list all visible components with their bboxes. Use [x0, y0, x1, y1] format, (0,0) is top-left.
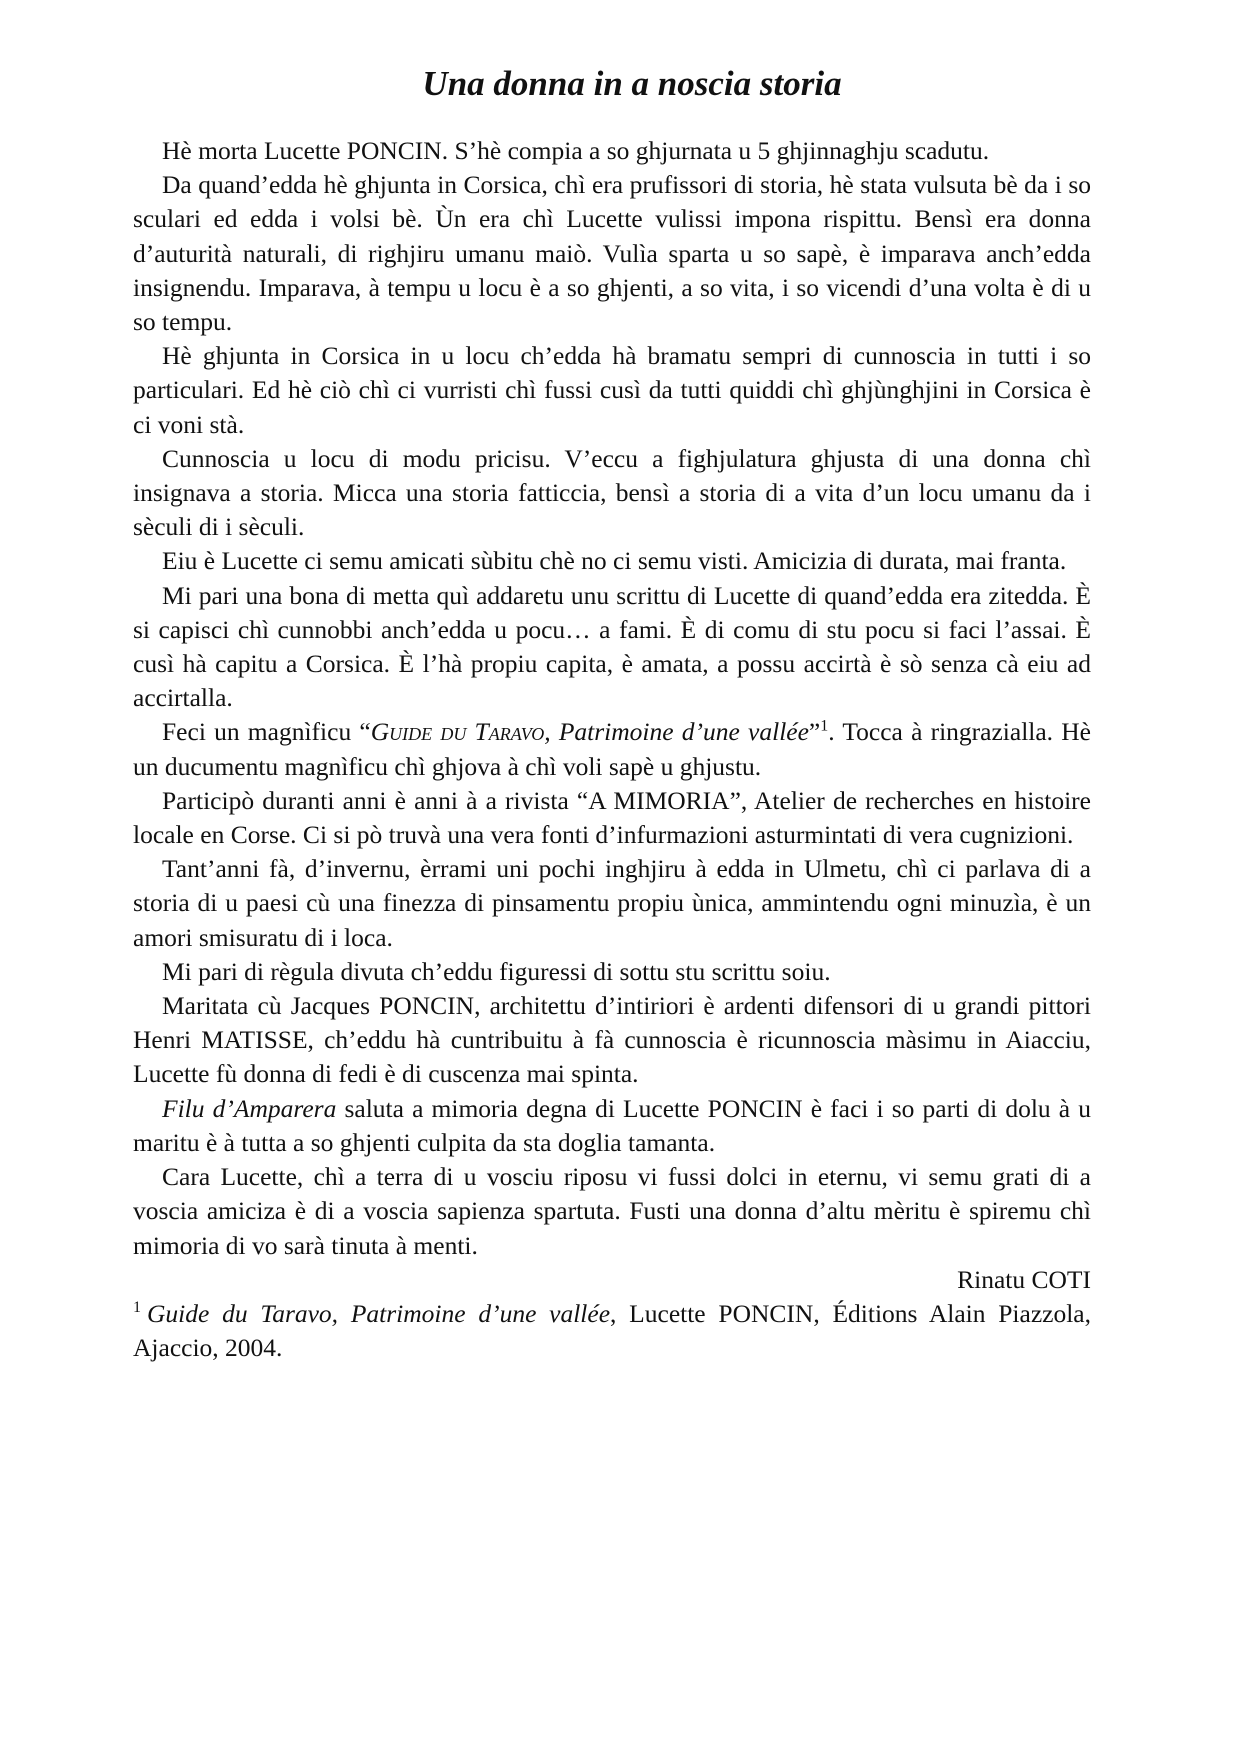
article-body	[133, 134, 1091, 1263]
footnote-book-title: Guide du Taravo, Patrimoine d’une vallée	[147, 1298, 611, 1328]
paragraph	[133, 134, 1091, 168]
paragraph	[133, 715, 1091, 783]
smallcaps-title: Guide du Taravo	[370, 717, 545, 747]
italic-title: Filu d’Amparera	[162, 1093, 337, 1123]
footnote	[133, 1297, 1091, 1365]
paragraph-text: Eiu è Lucette ci semu amicati sùbitu chè no ci semu visti. Amicizia di durata, mai franta.	[162, 546, 1067, 576]
paragraph-text: Cara Lucette, chì a terra di u vosciu riposu vi fussi dolci in eternu, vi semu grati di a voscia amiciza è di a voscia sapienza spartuta. Fusti una donna d’altu mèritu è spiremu chì mimoria di vo sarà tinuta à menti.	[133, 1162, 1091, 1260]
paragraph	[133, 989, 1091, 1092]
paragraph	[133, 784, 1091, 852]
paragraph-text: Feci un magnìficu “	[162, 717, 371, 747]
italic-title: , Patrimoine d’une vallée	[544, 717, 809, 747]
paragraph	[133, 442, 1091, 545]
footnote-text	[133, 1299, 1091, 1362]
footnote-reference: 1	[820, 717, 829, 735]
paragraph	[133, 1092, 1091, 1160]
paragraph-text: Mi pari di règula divuta ch’eddu figuressi di sottu stu scrittu soiu.	[162, 956, 831, 986]
footnote-citation: , Lucette PONCIN, Éditions Alain Piazzola, Ajaccio, 2004.	[133, 1298, 1091, 1363]
paragraph	[133, 1160, 1091, 1263]
paragraph-text: Hè morta Lucette PONCIN. S’hè compia a so ghjurnata u 5 ghjinnaghju scadutu.	[162, 136, 990, 165]
paragraph	[133, 544, 1091, 578]
paragraph	[133, 955, 1091, 989]
paragraph	[133, 852, 1091, 955]
paragraph	[133, 339, 1091, 442]
footnote-mark: 1	[133, 1299, 141, 1317]
paragraph-text: Maritata cù Jacques PONCIN, architettu d’intiriori è ardenti difensori di u grandi pittori Henri MATISSE, ch’eddu hà cuntribuitu à fà cunnoscia è ricunnoscia màsimu in Aiacciu, Lucette fù donna di fedi è di cuscenza mai spinta.	[133, 991, 1091, 1089]
paragraph-text: Participò duranti anni è anni à a rivista “A MIMORIA”, Atelier de recherches en histoire locale en Corse. Ci si pò truvà una vera fonti d’infurmazioni asturmintati di vera cugnizioni.	[133, 785, 1091, 850]
paragraph-text: . Tocca à ringrazialla. Hè un ducumentu magnìficu chì ghjova à chì voli sapè u ghjustu.	[133, 717, 1091, 781]
paragraph	[133, 168, 1091, 339]
paragraph-text: Da quand’edda hè ghjunta in Corsica, chì era prufissori di storia, hè stata vulsuta bè da i so sculari ed edda i volsi bè. Ùn era chì Lucette vulissi impona rispittu. Bensì era donna d’auturità naturali, di righjiru umanu maiò. Vulìa sparta u so sapè, è imparava anch’edda insignendu. Imparava, à tempu u locu è a so ghjenti, a so vita, i so vicendi d’una volta è di u so tempu.	[133, 170, 1091, 337]
paragraph-text: Cunnoscia u locu di modu pricisu. V’eccu a fighjulatura ghjusta di una donna chì insignava a storia. Micca una storia fatticcia, bensì a storia di a vita d’un locu umanu da i sèculi di i sèculi.	[133, 443, 1091, 542]
paragraph-text: Mi pari una bona di metta quì addaretu unu scrittu di Lucette di quand’edda era zitedda. È si capisci chì cunnobbi anch’edda u pocu… a fami. È di comu di stu pocu si faci l’assai. È cusì hà capitu a Corsica. È l’hà propiu capita, è amata, a possu accirtà è sò senza cà eiu ad accirtalla.	[133, 580, 1091, 713]
paragraph-text: saluta a mimoria degna di Lucette PONCIN è faci i so parti di dolu à u maritu è à tutta a so ghjenti culpita da sta doglia tamanta.	[133, 1093, 1091, 1157]
paragraph	[133, 579, 1091, 716]
author-signature: Rinatu COTI	[957, 1264, 1091, 1294]
paragraph-text: Hè ghjunta in Corsica in u locu ch’edda hà bramatu sempri di cunnoscia in tutti i so particulari. Ed hè ciò chì ci vurristi chì fussi cusì da tutti quiddi chì ghjùnghjini in Corsica è ci voni stà.	[133, 341, 1091, 439]
document-page	[133, 52, 1091, 1365]
document-title: Una donna in a noscia storia	[422, 64, 842, 103]
paragraph-text: ”	[808, 717, 821, 747]
paragraph-text: Tant’anni fà, d’invernu, èrrami uni pochi inghjiru à edda in Ulmetu, chì ci parlava di a storia di u paesi cù una finezza di pinsamentu propiu ùnica, ammintendu ogni minuzìa, è un amori smisuratu di i loca.	[133, 854, 1091, 952]
